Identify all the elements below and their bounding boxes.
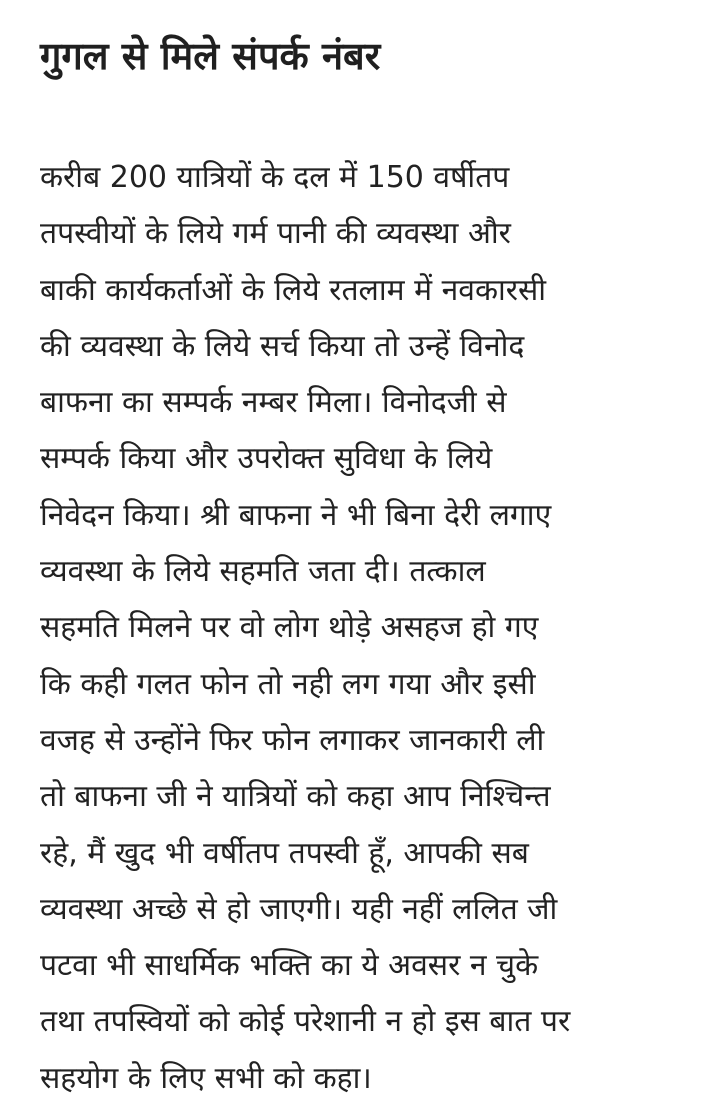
- article-line: व्यवस्था के लिये सहमति जता दी। तत्काल: [40, 554, 486, 590]
- article-line: रहे, मैं खुद भी वर्षीतप तपस्वी हूँ, आपकी सब: [40, 835, 529, 871]
- article-line: निवेदन किया। श्री बाफना ने भी बिना देरी लगाए: [40, 497, 552, 533]
- news-article: [40, 0, 700, 1107]
- article-line: कि कही गलत फोन तो नही लग गया और इसी: [40, 666, 536, 702]
- article-line: सम्पर्क किया और उपरोक्त सुविधा के लिये: [40, 441, 493, 477]
- article-headline: गुगल से मिले संपर्क नंबर: [40, 34, 381, 78]
- article-line: वजह से उन्होंने फिर फोन लगाकर जानकारी ली: [40, 722, 545, 758]
- article-line: तथा तपस्वियों को कोई परेशानी न हो इस बात पर: [40, 1004, 571, 1040]
- article-line: सहयोग के लिए सभी को कहा।: [40, 1060, 372, 1096]
- article-line: व्यवस्था अच्छे से हो जाएगी। यही नहीं ललित जी: [40, 891, 558, 927]
- article-line: तो बाफना जी ने यात्रियों को कहा आप निश्चिन्त: [40, 779, 551, 815]
- article-line: करीब 200 यात्रियों के दल में 150 वर्षीतप: [40, 160, 510, 195]
- article-line: बाफना का सम्पर्क नम्बर मिला। विनोदजी से: [40, 385, 507, 421]
- article-line: पटवा भी साधर्मिक भक्ति का ये अवसर न चुके: [40, 948, 539, 984]
- article-line: की व्यवस्था के लिये सर्च किया तो उन्हें विनोद: [40, 328, 525, 364]
- article-line: तपस्वीयों के लिये गर्म पानी की व्यवस्था और: [40, 216, 511, 252]
- article-line: बाकी कार्यकर्ताओं के लिये रतलाम में नवकारसी: [40, 272, 547, 308]
- article-body: [40, 150, 700, 1107]
- article-line: सहमति मिलने पर वो लोग थोड़े असहज हो गए: [40, 610, 539, 646]
